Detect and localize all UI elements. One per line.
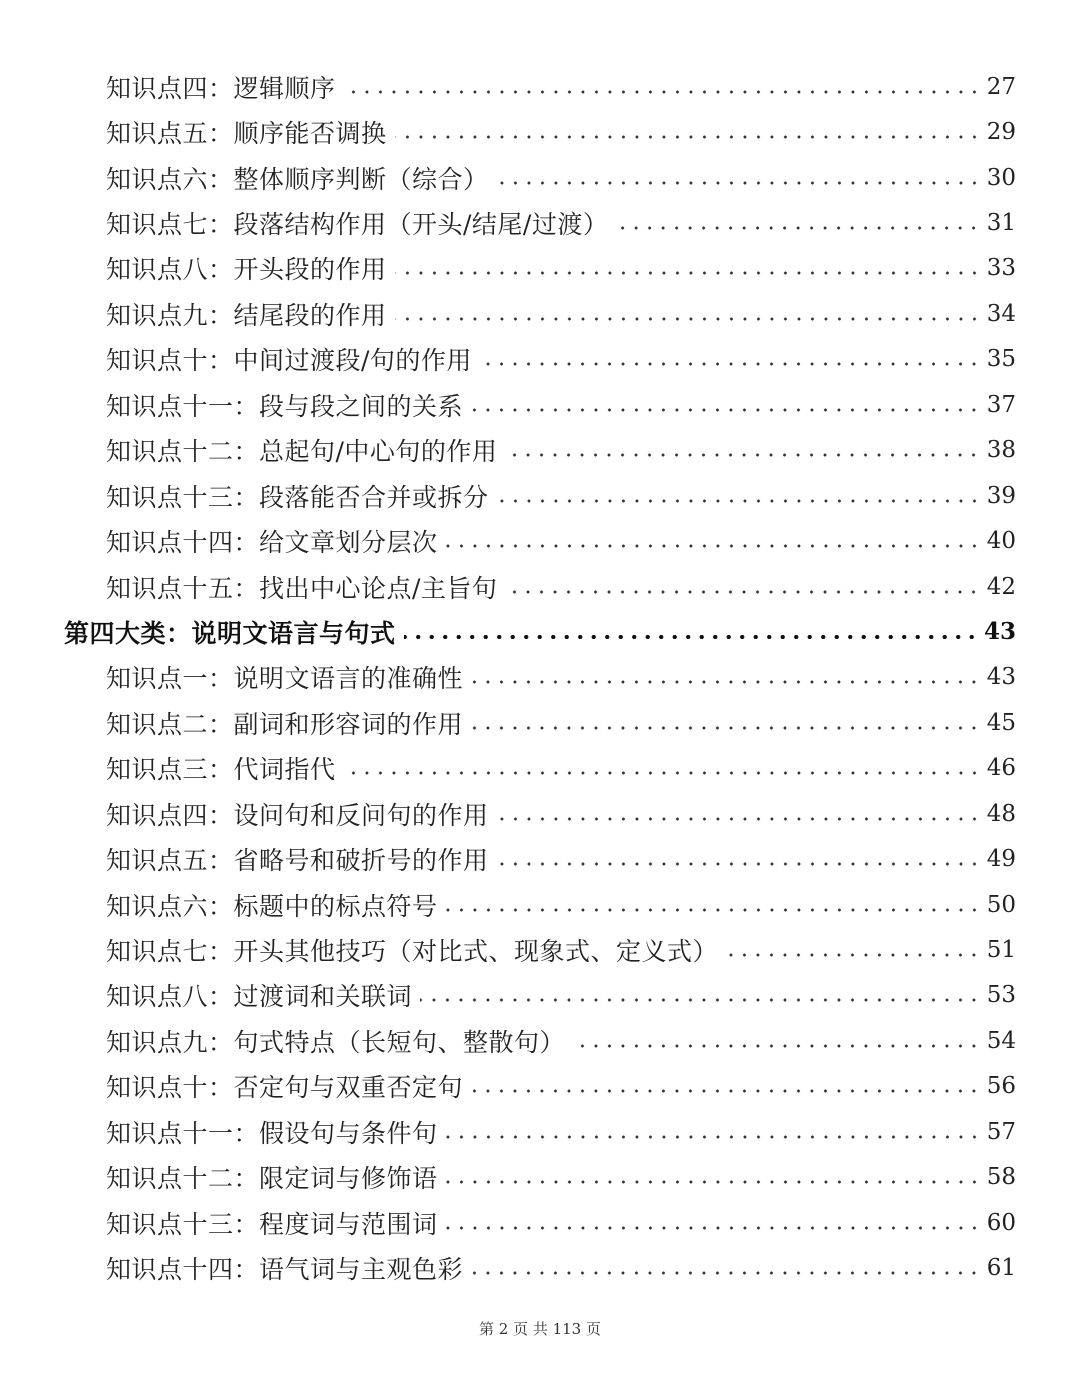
toc-entry-page: 60 xyxy=(986,1209,1016,1236)
toc-entry-page: 31 xyxy=(986,210,1016,237)
toc-entry-title: 知识点九：结尾段的作用 xyxy=(106,300,387,330)
toc-entry-page: 43 xyxy=(986,664,1016,691)
toc-entry-page: 54 xyxy=(986,1027,1016,1054)
toc-entry-title: 知识点十二：限定词与修饰语 xyxy=(106,1164,438,1194)
toc-dot-leader xyxy=(497,499,981,503)
toc-entry-page: 48 xyxy=(986,800,1016,827)
toc-entry[interactable] xyxy=(0,200,1080,245)
toc-entry-page: 45 xyxy=(986,709,1016,736)
toc-entry-title: 知识点十：否定句与双重否定句 xyxy=(106,1073,464,1103)
toc-entry[interactable] xyxy=(0,655,1080,700)
toc-dot-leader xyxy=(446,1180,981,1184)
toc-entry-page: 40 xyxy=(986,528,1016,555)
toc-entry[interactable] xyxy=(0,473,1080,518)
toc-section-page: 43 xyxy=(983,618,1016,646)
toc-dot-leader xyxy=(505,453,980,457)
toc-entry-page: 34 xyxy=(986,300,1016,327)
toc-entry-page: 57 xyxy=(986,1118,1016,1145)
toc-entry[interactable] xyxy=(0,518,1080,563)
toc-entry-title: 知识点四：设问句和反问句的作用 xyxy=(106,800,489,830)
toc-dot-leader xyxy=(344,771,981,775)
toc-entry[interactable] xyxy=(0,109,1080,154)
toc-entry-page: 56 xyxy=(986,1073,1016,1100)
toc-entry[interactable] xyxy=(0,700,1080,745)
toc-entry-page: 51 xyxy=(986,937,1016,964)
toc-entry[interactable] xyxy=(0,428,1080,473)
toc-dot-leader xyxy=(471,680,981,684)
toc-dot-leader xyxy=(480,362,981,366)
toc-entry-page: 50 xyxy=(986,891,1016,918)
toc-entry-title: 知识点七：段落结构作用（开头/结尾/过渡） xyxy=(106,210,609,240)
toc-dot-leader xyxy=(446,908,981,912)
table-of-contents xyxy=(0,64,1080,1291)
toc-entry-title: 知识点十一：段与段之间的关系 xyxy=(106,391,464,421)
toc-entry-title: 知识点七：开头其他技巧（对比式、现象式、定义式） xyxy=(106,937,719,967)
toc-entry-page: 33 xyxy=(986,255,1016,282)
toc-dot-leader xyxy=(726,953,981,957)
toc-entry[interactable] xyxy=(0,64,1080,109)
toc-entry[interactable] xyxy=(0,1200,1080,1245)
toc-dot-leader xyxy=(446,1135,981,1139)
toc-entry-page: 27 xyxy=(986,73,1016,100)
toc-dot-leader xyxy=(616,226,980,230)
toc-entry[interactable] xyxy=(0,1155,1080,1200)
toc-dot-leader xyxy=(446,544,981,548)
toc-entry-page: 30 xyxy=(986,164,1016,191)
toc-entry[interactable] xyxy=(0,564,1080,609)
toc-entry[interactable] xyxy=(0,791,1080,836)
page-number-indicator: 第 2 页 共 113 页 xyxy=(478,1320,601,1338)
toc-entry-page: 39 xyxy=(986,482,1016,509)
toc-dot-leader xyxy=(395,271,981,275)
toc-dot-leader xyxy=(497,181,981,185)
toc-entry-title: 知识点十一：假设句与条件句 xyxy=(106,1118,438,1148)
toc-entry-title: 知识点十：中间过渡段/句的作用 xyxy=(106,346,472,376)
toc-entry[interactable] xyxy=(0,973,1080,1018)
toc-entry[interactable] xyxy=(0,337,1080,382)
toc-entry-page: 49 xyxy=(986,846,1016,873)
toc-dot-leader xyxy=(404,635,978,639)
toc-entry-page: 46 xyxy=(986,755,1016,782)
toc-entry-title: 知识点五：顺序能否调换 xyxy=(106,119,387,149)
toc-entry-page: 38 xyxy=(986,437,1016,464)
toc-dot-leader xyxy=(505,590,980,594)
toc-entry-page: 53 xyxy=(986,982,1016,1009)
toc-dot-leader xyxy=(446,1226,981,1230)
toc-entry[interactable] xyxy=(0,836,1080,881)
toc-entry-page: 42 xyxy=(986,573,1016,600)
toc-entry-title: 知识点十五：找出中心论点/主旨句 xyxy=(106,573,498,603)
toc-entry-title: 知识点十四：给文章划分层次 xyxy=(106,528,438,558)
toc-entry-title: 知识点一：说明文语言的准确性 xyxy=(106,664,464,694)
toc-entry[interactable] xyxy=(0,155,1080,200)
toc-entry[interactable] xyxy=(0,746,1080,791)
toc-entry-title: 知识点三：代词指代 xyxy=(106,755,336,785)
toc-dot-leader xyxy=(395,135,981,139)
toc-entry[interactable] xyxy=(0,246,1080,291)
toc-entry-title: 知识点九：句式特点（长短句、整散句） xyxy=(106,1027,566,1057)
toc-entry[interactable] xyxy=(0,382,1080,427)
toc-entry[interactable] xyxy=(0,1064,1080,1109)
toc-entry-page: 37 xyxy=(986,391,1016,418)
toc-entry-title: 知识点六：标题中的标点符号 xyxy=(106,891,438,921)
toc-entry-title: 知识点十四：语气词与主观色彩 xyxy=(106,1255,464,1285)
toc-dot-leader xyxy=(471,408,981,412)
toc-entry[interactable] xyxy=(0,1018,1080,1063)
toc-entry-page: 61 xyxy=(986,1255,1016,1282)
toc-dot-leader xyxy=(471,1271,981,1275)
toc-dot-leader xyxy=(497,817,981,821)
page-footer xyxy=(0,1318,1080,1339)
toc-entry-page: 29 xyxy=(986,119,1016,146)
toc-entry-title: 知识点十二：总起句/中心句的作用 xyxy=(106,437,498,467)
toc-section-heading[interactable] xyxy=(0,609,1080,654)
toc-entry[interactable] xyxy=(0,1245,1080,1290)
toc-entry-title: 知识点二：副词和形容词的作用 xyxy=(106,709,464,739)
toc-dot-leader xyxy=(497,862,981,866)
toc-entry[interactable] xyxy=(0,1109,1080,1154)
toc-entry-title: 知识点八：过渡词和关联词 xyxy=(106,982,413,1012)
toc-section-title: 第四大类：说明文语言与句式 xyxy=(64,618,396,648)
toc-dot-leader xyxy=(395,317,981,321)
toc-entry-title: 知识点十三：段落能否合并或拆分 xyxy=(106,482,489,512)
toc-entry-page: 35 xyxy=(986,346,1016,373)
toc-entry-title: 知识点五：省略号和破折号的作用 xyxy=(106,846,489,876)
toc-entry[interactable] xyxy=(0,882,1080,927)
toc-entry-title: 知识点六：整体顺序判断（综合） xyxy=(106,164,489,194)
toc-entry-title: 知识点八：开头段的作用 xyxy=(106,255,387,285)
toc-entry-page: 58 xyxy=(986,1164,1016,1191)
toc-dot-leader xyxy=(344,90,981,94)
toc-dot-leader xyxy=(471,726,981,730)
toc-entry[interactable] xyxy=(0,927,1080,972)
toc-entry-title: 知识点十三：程度词与范围词 xyxy=(106,1209,438,1239)
toc-dot-leader xyxy=(471,1089,981,1093)
toc-dot-leader xyxy=(420,998,981,1002)
toc-dot-leader xyxy=(573,1044,981,1048)
toc-entry[interactable] xyxy=(0,291,1080,336)
toc-entry-title: 知识点四：逻辑顺序 xyxy=(106,73,336,103)
